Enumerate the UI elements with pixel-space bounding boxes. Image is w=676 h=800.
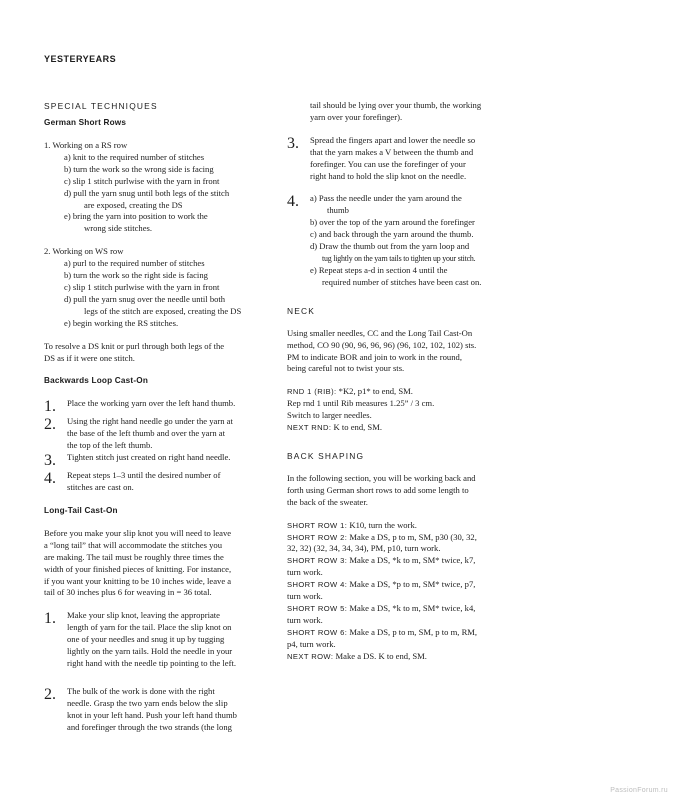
- bs-intro: forth using German short rows to add some length to: [287, 484, 469, 495]
- substep-text: required number of stitches have been cast on.: [322, 276, 482, 287]
- substep-text: e) Repeat steps a-d in section 4 until the: [310, 264, 448, 275]
- bl-step: [44, 416, 276, 452]
- resolve-text: To resolve a DS knit or purl through both legs of the: [44, 340, 225, 351]
- ws-step-cont: legs of the stitch are exposed, creating the DS: [84, 305, 242, 316]
- short-row-2: [287, 532, 519, 544]
- short-row-3: [287, 555, 519, 567]
- short-row-3-cont: turn work.: [287, 567, 323, 578]
- step-text: Tighten stitch just created on right hand needle.: [67, 452, 231, 463]
- lt-step: [287, 135, 519, 183]
- row-label: NEXT ROW:: [287, 651, 334, 661]
- lt-step: [287, 193, 519, 288]
- step-text: right hand with the needle tip pointing to the left.: [67, 658, 236, 668]
- step-number: 2.: [44, 685, 56, 703]
- step-text: length of yarn for the tail. Place the slip knot on: [67, 622, 232, 633]
- step-text: forefinger. You can use the forefinger of your: [310, 158, 466, 169]
- bl-step: [44, 452, 276, 470]
- rep-line: Rep rnd 1 until Rib measures 1.25” / 3 cm.: [287, 398, 435, 409]
- rs-step: b) turn the work so the wrong side is facing: [64, 163, 214, 174]
- row-label: SHORT ROW 3:: [287, 556, 348, 566]
- row-text: *K2, p1* to end, SM.: [336, 386, 413, 397]
- section-back-shaping: BACK SHAPING: [287, 450, 365, 461]
- short-row-6: [287, 627, 519, 639]
- next-row: [287, 651, 519, 663]
- left-column: [44, 100, 276, 734]
- row-text: Make a DS, *p to m, SM* twice, p7,: [347, 579, 476, 590]
- short-row-2-cont: 32, 32) (32, 34, 34, 34), PM, p10, turn work.: [287, 543, 441, 554]
- switch-line: Switch to larger needles.: [287, 410, 372, 421]
- step-text: one of your needles and snug it up by tugging: [67, 634, 225, 645]
- row-label: NEXT RND:: [287, 423, 332, 433]
- step-number: 2.: [44, 416, 56, 434]
- short-row-5-cont: turn work.: [287, 614, 323, 625]
- ws-step: a) purl to the required number of stitches: [64, 258, 205, 269]
- step-text: the top of the left thumb.: [67, 440, 153, 451]
- rs-step: e) bring the yarn into position to work the: [64, 211, 208, 222]
- resolve-text: DS as if it were one stitch.: [44, 352, 135, 363]
- lt-intro: tail of 30 inches plus 6 for weaving in = 36 total.: [44, 587, 212, 598]
- step-text: that the yarn makes a V between the thumb and: [310, 146, 474, 157]
- step-text: knot in your left hand. Push your left hand thumb: [67, 709, 237, 720]
- ws-step: b) turn the work so the right side is facing: [64, 270, 208, 281]
- rs-step-cont: wrong side stitches.: [84, 223, 153, 234]
- lt-intro: Before you make your slip knot you will need to leave: [44, 527, 232, 538]
- row-label: RND 1 (RIB):: [287, 387, 337, 397]
- step-number: 1.: [44, 610, 56, 628]
- step-text: The bulk of the work is done with the right: [67, 685, 215, 696]
- next-rnd-line: [287, 422, 519, 434]
- neck-text: PM to indicate BOR and join to work in the round,: [287, 351, 462, 362]
- short-row-5: [287, 603, 519, 615]
- lt-intro: a “long tail” that will accommodate the stitches you: [44, 539, 223, 550]
- section-special-techniques: SPECIAL TECHNIQUES: [44, 101, 158, 111]
- rs-step: c) slip 1 stitch purlwise with the yarn in front: [64, 175, 220, 186]
- rnd-1-line: [287, 386, 519, 398]
- watermark: PassionForum.ru: [610, 787, 668, 794]
- row-text: Make a DS. K to end, SM.: [333, 650, 427, 661]
- bs-intro: In the following section, you will be working back and: [287, 472, 476, 483]
- step-text: Using the right hand needle go under the yarn at: [67, 416, 233, 427]
- substep-text: a) Pass the needle under the yarn around the: [310, 193, 462, 204]
- ws-step: d) pull the yarn snug over the needle until both: [64, 293, 226, 304]
- neck-text: Using smaller needles, CC and the Long Tail Cast-On: [287, 327, 473, 338]
- row-text: Make a DS, *k to m, SM* twice, k7,: [347, 555, 476, 566]
- row-text: Make a DS, p to m, SM, p to m, RM,: [347, 626, 478, 637]
- substep-text: d) Draw the thumb out from the yarn loop and: [310, 241, 470, 252]
- bl-step: [44, 398, 276, 416]
- rs-step: d) pull the yarn snug until both legs of the stitch: [64, 187, 230, 198]
- lt-step2-cont: yarn over your forefinger).: [310, 111, 403, 122]
- rs-step: a) knit to the required number of stitches: [64, 151, 205, 162]
- subheading-german-short-rows: German Short Rows: [44, 118, 127, 127]
- lt-step2-cont: tail should be lying over your thumb, the working: [310, 100, 482, 110]
- step-text: lightly on the yarn tails. Hold the needle in your: [67, 646, 233, 657]
- short-row-4: [287, 579, 519, 591]
- row-label: SHORT ROW 4:: [287, 580, 348, 590]
- ws-row-heading: 2. Working on WS row: [44, 246, 124, 257]
- subheading-long-tail: Long-Tail Cast-On: [44, 505, 118, 515]
- step-number: 1.: [44, 398, 56, 416]
- step-number: 4.: [287, 193, 299, 211]
- step-text: Place the working yarn over the left hand thumb.: [67, 398, 236, 409]
- substep-text: c) and back through the yarn around the thumb.: [310, 229, 474, 240]
- running-header: YESTERYEARS: [44, 54, 117, 64]
- short-row-4-cont: turn work.: [287, 591, 323, 602]
- rs-row-heading: 1. Working on a RS row: [44, 140, 128, 150]
- lt-intro: are making. The tail must be roughly three times the: [44, 551, 224, 562]
- step-number: 3.: [287, 134, 299, 152]
- ws-step: c) slip 1 stitch purlwise with the yarn in front: [64, 281, 220, 292]
- right-column: [287, 100, 519, 663]
- substep-text: b) over the top of the yarn around the forefinger: [310, 217, 475, 228]
- short-row-6-cont: p4, turn work.: [287, 638, 336, 649]
- step-text: Spread the fingers apart and lower the needle so: [310, 134, 476, 145]
- step-text: Make your slip knot, leaving the appropriate: [67, 610, 220, 621]
- step-text: and forefinger through the two strands (the long: [67, 721, 232, 732]
- lt-step: [44, 686, 276, 734]
- substep-text: thumb: [327, 205, 349, 216]
- short-row-1: [287, 520, 519, 532]
- row-label: SHORT ROW 5:: [287, 604, 348, 613]
- step-text: needle. Grasp the two yarn ends below the slip: [67, 697, 228, 708]
- section-neck: NECK: [287, 305, 316, 316]
- lt-intro: width of your finished pieces of knitting. For instance,: [44, 563, 232, 574]
- subheading-backwards-loop: Backwards Loop Cast-On: [44, 376, 149, 386]
- row-label: SHORT ROW 6:: [287, 627, 348, 637]
- lt-intro: if you want your knitting to be 10 inches wide, leave a: [44, 575, 232, 586]
- ws-step: e) begin working the RS stitches.: [64, 317, 179, 328]
- neck-text: being careful not to twist your sts.: [287, 363, 405, 374]
- rs-step-cont: are exposed, creating the DS: [84, 199, 183, 210]
- row-label: SHORT ROW 1:: [287, 520, 348, 530]
- step-number: 3.: [44, 452, 56, 470]
- row-text: Make a DS, *k to m, SM* twice, k4,: [347, 603, 476, 613]
- step-text: right hand to hold the slip knot on the needle.: [310, 170, 467, 181]
- step-number: 4.: [44, 470, 56, 488]
- neck-text: method, CO 90 (90, 96, 96, 96) (96, 102, 102, 102) sts.: [287, 339, 477, 350]
- step-text: stitches are cast on.: [67, 482, 134, 493]
- row-text: K to end, SM.: [331, 422, 383, 433]
- step-text: the base of the left thumb and over the yarn at: [67, 428, 225, 439]
- substep-text: tug lightly on the yarn tails to tighten up your stitch.: [322, 253, 476, 263]
- row-text: K10, turn the work.: [347, 519, 417, 530]
- bl-step: [44, 470, 276, 494]
- row-text: Make a DS, p to m, SM, p30 (30, 32,: [347, 531, 477, 542]
- step-text: Repeat steps 1–3 until the desired number of: [67, 470, 221, 481]
- bs-intro: the back of the sweater.: [287, 496, 368, 507]
- row-label: SHORT ROW 2:: [287, 532, 348, 542]
- lt-step: [44, 610, 276, 670]
